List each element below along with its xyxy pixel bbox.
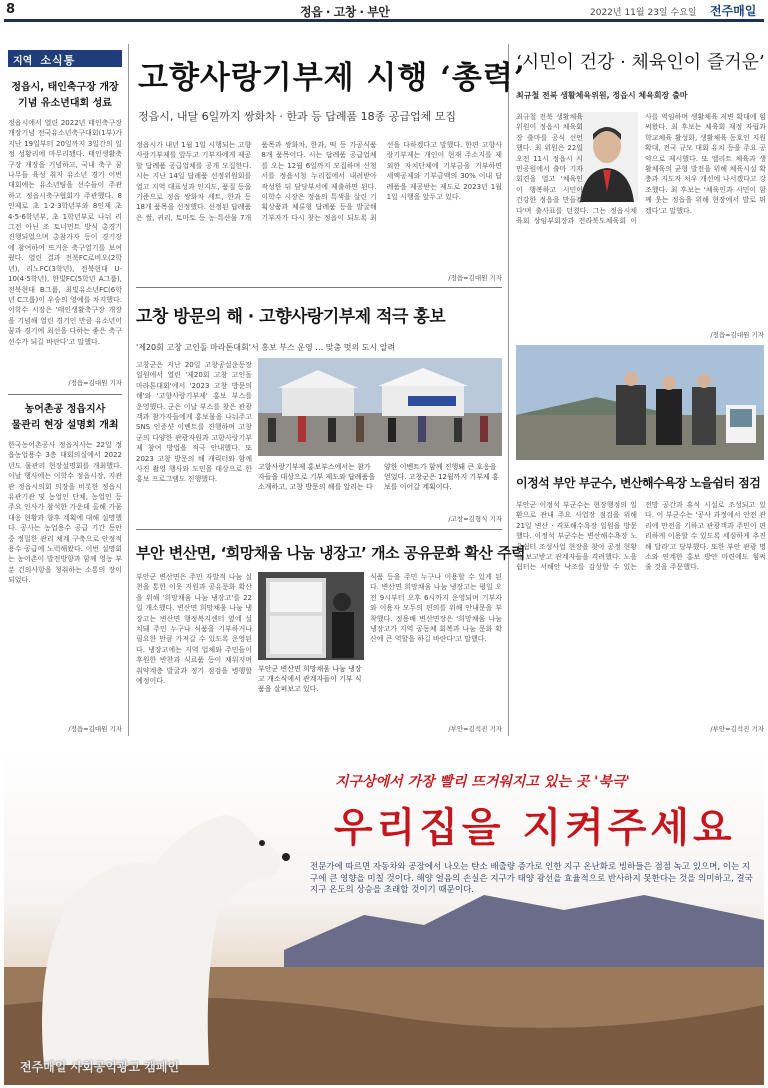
ad-footer: 전주매일 사회공익광고 캠페인	[20, 1060, 180, 1074]
lower-body-left: 부안군 변산면은 주민 자발적 나눔 실천을 통한 이웃 지원과 공유문화 확산을 위해 '희망채움 나눔 냉장고'를 22일 개소했다. 변산면 희망채움 나눔 냉장고는 변산면 행정복지센터 옆에 설치돼 주민 누구나 식품을 기부하거나 필요한 만큼 가져갈 수 있도록 운영된다. 냉장고에는 지역 업체와 주민들이 후원한 반찬과 식료품 등이 채워지며 취약계층 발굴과 정기 점검을 병행할 예정이다.	[136, 573, 252, 686]
photo-spacer	[583, 112, 637, 204]
inspection-photo	[516, 345, 764, 460]
column-divider	[128, 44, 129, 736]
lower-byline: /부안=김석진 기자	[448, 725, 502, 733]
issue-date: 2022년 11월 23일 수요일	[590, 8, 697, 18]
header-rule	[4, 19, 764, 22]
lead-byline: /정읍=김대원 기자	[448, 274, 502, 282]
ad-headline: 우리집을 지켜주세요	[334, 805, 736, 851]
mid-byline: /고창=김형식 기자	[448, 515, 502, 523]
sidebar-story1-byline: /정읍=김대원 기자	[68, 379, 122, 387]
mid-headline: 고창 방문의 해 · 고향사랑기부제 적극 홍보	[136, 307, 446, 327]
right-body-top	[516, 112, 766, 327]
sidebar-label	[8, 50, 122, 67]
page-number: 8	[6, 2, 16, 17]
lower-headline: 부안 변산면, ‘희망채움 나눔 냉장고’ 개소 공유문화 확산 주력	[136, 544, 526, 562]
right-headline2: 이정석 부안 부군수, 변산해수욕장 노을쉼터 점검	[516, 476, 761, 490]
right-body-bottom: 부안군 이정석 부군수는 현장행정의 일환으로 관내 주요 사업장 점검을 위해 21일 변산 · 격포해수욕장 일원을 방문했다. 이정석 부군수는 변산해수욕장 노을쉼터 조성사업 현장을 찾아 공정 현황을 보고받고 관계자들을 격려했다. 노을쉼터는 서해안 낙조를 감상할 수 있는 전망 공간과 휴식 시설로 조성되고 있다. 이 부군수는 '공사 과정에서 안전 관리에 만전을 기하고 관광객과 주민이 편리하게 이용할 수 있도록 세심하게 추진해 달라'고 당부했다. 또한 부안 관광 명소와 연계한 홍보 방안 마련에도 힘써 줄 것을 주문했다.	[516, 501, 766, 572]
lead-subhead: 정읍시, 내달 6일까지 쌍화차 · 한과 등 답례품 18종 공급업체 모집	[138, 110, 456, 123]
right-byline-top: /정읍=김대원 기자	[710, 331, 764, 339]
lead-divider	[136, 287, 502, 288]
right-body-top-text: 최규철 전북 생활체육위원이 정읍시 체육회장 출마를 공식 선언했다. 최 위원은 22일 오전 11시 정읍시 시민공원에서 출마 기자회견을 열고 '체육인이 행복하고 시민이 건강한 정읍을 만들겠다'며 출사표를 던졌다. 그는 정읍시체육회 상임부회장과 전라북도체육회 이사를 역임하며 생활체육 저변 확대에 힘써왔다. 최 후보는 체육회 재정 자립과 학교체육 활성화, 생활체육 동호인 지원 확대, 전국 규모 대회 유치 등을 주요 공약으로 제시했다. 또 엘리트 체육과 생활체육의 균형 발전을 위해 체육시설 확충과 지도자 처우 개선에 나서겠다고 강조했다. 최 후보는 '체육인과 시민이 함께 웃는 정읍을 위해 현장에서 발로 뛰겠다'고 말했다.	[516, 113, 766, 226]
sidebar-divider	[8, 394, 122, 395]
sharing-fridge-photo	[258, 572, 364, 660]
sidebar-region-label: 지역	[13, 56, 33, 67]
headline-line: 정읍시, 태인축구장 개장	[11, 82, 119, 93]
mid-divider	[136, 529, 502, 530]
sidebar-story2-headline	[8, 402, 122, 434]
lead-body: 정읍시가 내년 1월 1일 시행되는 고향사랑기부제를 앞두고 기부자에게 제공할 답례품 공급업체를 공개 모집한다. 시는 지난 14일 답례품 선정위원회를 열고 지역 대표성과 인지도, 품질 등을 기준으로 정읍 쌍화차 세트, 한과 등 18개 품목을 선정했다. 선정된 답례품은 쌀, 귀리, 토마토 등 농·특산물 7개 품목과 쌍화차, 한과, 떡 등 가공식품 8개 품목이다. 시는 답례품 공급업체를 오는 12월 6일까지 모집하며 신청서를 정읍시청 누리집에서 내려받아 작성한 뒤 담당부서에 제출하면 된다. 이학수 시장은 정읍의 특색을 살린 기획상품과 체류형 답례품 등을 발굴해 기부자가 다시 찾는 정읍이 되도록 최선을 다하겠다고 말했다. 한편 고향사랑기부제는 개인이 현재 주소지를 제외한 자치단체에 기부금을 기부하면 세액공제와 기부금액의 30% 이내 답례품을 제공받는 제도로 2023년 1월 1일 시행을 앞두고 있다.	[136, 141, 502, 222]
headline-line: 물관리 현장 설명회 개최	[11, 420, 119, 431]
ad-tagline: 지구상에서 가장 빨리 뜨거워지고 있는 곳 '북극'	[335, 774, 630, 790]
headline-line: 농어촌공 정읍지사	[24, 404, 106, 415]
marathon-booth-photo	[258, 358, 502, 456]
sidebar-title: 소식통	[40, 54, 76, 67]
right-headline: ‘시민이 건강 · 체육인이 즐거운’	[516, 52, 765, 73]
sidebar-story2-byline: /정읍=김대원 기자	[68, 725, 122, 733]
lower-body-right: 식품 등을 주민 누구나 이용할 수 있게 된다. 변산면 희망채움 나눔 냉장고는 평일 오전 9시부터 오후 6시까지 운영되며 기부자와 이용자 모두의 편의를 위해 안내문을 부착했다. 정용배 변산면장은 '희망채움 나눔 냉장고가 지역 공동체 회복과 나눔 문화 확산에 큰 역할을 하길 바란다'고 말했다.	[370, 573, 502, 644]
column-divider	[508, 44, 509, 736]
mid-photo-caption: 고향사랑기부제 홍보부스에서는 참가자들을 대상으로 기부 제도와 답례품을 소개하고, 고창 방문의 해를 알리는 다양한 이벤트가 함께 진행돼 큰 호응을 얻었다. 고창군은 12월까지 기부제 홍보를 이어갈 계획이다.	[258, 463, 499, 491]
right-subhead: 최규철 전북 생활체육위원, 정읍시 체육회장 출마	[516, 91, 688, 100]
headline-line: 기념 유소년대회 성료	[18, 98, 112, 109]
publication-name: 전주매일	[710, 4, 757, 18]
mid-subhead: '제20회 고창 고인돌 마라톤대회'서 홍보 부스 운영 … 맞춤 멋의 도시 알려	[136, 343, 396, 352]
mid-body-left: 고창군은 지난 20일 고창공설운동장 일원에서 열린 '제20회 고창 고인돌 마라톤대회'에서 '2023 고창 방문의 해'와 '고향사랑기부제' 홍보 부스를 운영했다. 군은 이날 부스를 찾은 관광객과 참가자들에게 홍보물을 나눠주고 SNS 인증샷 이벤트를 진행하며 고창군의 다양한 관광자원과 고향사랑기부제 참여 방법을 적극 안내했다. 또 2023 고창 방문의 해 캐릭터와 함께 사진 촬영 행사와 도민을 대상으로 한 홍보 프로그램도 진행했다.	[136, 361, 252, 484]
sidebar-story2-body: 한국농어촌공사 정읍지사는 22일 정읍농업용수 3층 대회의실에서 2022년도 물관리 현장설명회를 개최했다. 이날 행사에는 이학수 정읍시장, 지관관 정읍시의회 의장을 비롯한 정읍시 유관기관 및 농업인 단체, 농업인 등 주요 인사가 참석한 가운데 올해 가뭄 대응 현황과 향후 계획에 대해 설명했다. 공사는 농업용수 공급 기간 동안 중 정밀한 관리 체계 구축으로 안정적 용수 공급에 노력해왔다. 이번 설명회는 농어촌이 발전방향과 함께 영농 부분 건의사항을 청취하는 소통의 장이 되었다.	[8, 441, 122, 585]
sidebar-story1-body: 정읍시에서 열린 2022년 태인축구장 개장기념 전국유소년축구대회(1부)가 지난 19일부터 20일까지 3일간의 일정 성황리에 마무리됐다. 태인생활축구장 개장을 기념하고, 국내 축구 꿈나무들 육성 취지 유소년 경기 이번 대회에는 유소년팀을 선수들이 주관하고 정읍시축구협회가 주관했다. 8인제로 초 1·2·3학년부와 8인제 초 4·5·6학년부, 초 1학년부로 나뉘 리그전 아닌 조 토너먼트 방식 총경기 진행되었으며 총참가자 등이 경기장에 참여하여 뜨거운 축구열기를 보여줬다. 열린 결과 전북FC로비오(2학년), 리노FC(3학년), 전북현대 U-10(4·5학년), 한빛FC(5학년 A그룹), 전북현대 B그룹, 최빛유소년FC(6학년 C그룹)이 우승의 영예를 차지했다. 이학수 시장은 '태인생활축구장 개장을 기념해 열린 경기인 만큼 유소년이 꿈과 경기에 최선을 다하는 좋은 축구선수가 되길 바란다'고 말했다.	[8, 119, 122, 346]
section-title: 정읍 · 고창 · 부안	[300, 5, 390, 19]
right-byline-bottom: /부안=김석진 기자	[710, 725, 764, 733]
sidebar-story1-headline	[8, 80, 122, 112]
ad-body: 전문가에 따르면 자동차와 공장에서 나오는 탄소 배출량 증가로 인한 지구 온난화로 빙하들은 점점 녹고 있으며, 이는 지구에 큰 영향을 미칠 것이다. 해양 얼음의 손실은 지구가 태양 광선을 효율적으로 반사하지 못한다는 것을 의미하고, 결국 지구 온도의 상승을 초래할 것이기 때문이다.	[310, 862, 753, 895]
lead-headline: 고향사랑기부제 시행 ‘총력’	[138, 60, 526, 96]
lower-photo-caption: 부안군 변산면 희망채움 나눔 냉장고 개소식에서 관계자들이 기부 식품을 살펴보고 있다.	[258, 665, 362, 693]
